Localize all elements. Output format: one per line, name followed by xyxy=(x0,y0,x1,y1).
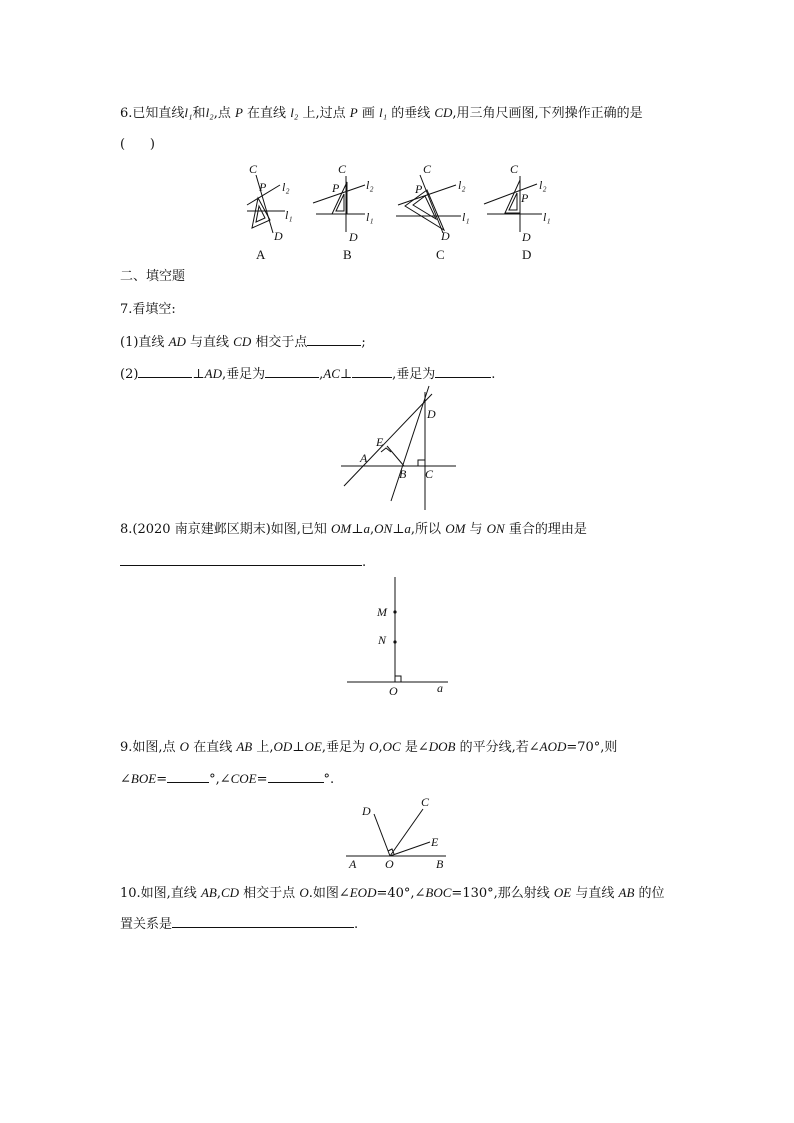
q9-text: ,垂足为 xyxy=(321,740,370,755)
var-l2: l₂ xyxy=(290,105,299,120)
var-a: a xyxy=(404,521,411,536)
q10-text: 的位 xyxy=(634,886,665,901)
var-l1: l₁ xyxy=(184,105,193,120)
q7-part1 xyxy=(120,333,366,352)
var-o: O xyxy=(299,885,309,900)
q7-text: (1)直线 xyxy=(120,335,169,350)
answer-paren: ( ) xyxy=(120,137,155,152)
perp-symbol: ⊥ xyxy=(392,522,405,537)
q9-text: °. xyxy=(323,772,335,787)
var-ad: AD xyxy=(168,334,186,349)
label-b: B xyxy=(436,857,444,871)
q9-text: 是∠ xyxy=(400,740,429,755)
label-l1: l₁ xyxy=(366,210,374,224)
label-c: C xyxy=(338,162,347,176)
q9-text: ∠ xyxy=(120,772,131,787)
q10-text: 与直线 xyxy=(571,886,619,901)
q10-text: =40°,∠ xyxy=(376,886,426,901)
q7-text: ,垂足为 xyxy=(392,367,436,382)
var-dob: DOB xyxy=(428,739,456,754)
q6-text: 上,过点 xyxy=(298,106,350,121)
var-aod: AOD xyxy=(539,739,567,754)
q9-text: 在直线 xyxy=(189,740,237,755)
var-om: OM xyxy=(445,521,466,536)
label-c: C xyxy=(510,162,519,176)
answer-blank[interactable] xyxy=(167,770,209,783)
answer-blank[interactable] xyxy=(307,333,361,346)
label-o: O xyxy=(389,684,398,698)
var-boc: BOC xyxy=(425,885,452,900)
var-coe: COE xyxy=(230,771,257,786)
var-od: OD xyxy=(273,739,293,754)
var-ac: AC xyxy=(323,366,340,381)
q9-line2 xyxy=(120,770,334,789)
var-om: OM xyxy=(331,521,352,536)
q9-text: = xyxy=(256,772,268,787)
q9-text: °,∠ xyxy=(209,772,231,787)
label-m: M xyxy=(377,605,387,619)
q8-stem xyxy=(120,520,587,539)
q7-text: . xyxy=(491,367,496,382)
label-l2: l₂ xyxy=(282,180,290,194)
q9-text: , xyxy=(378,740,383,755)
perp-symbol: ⊥ xyxy=(192,367,205,382)
var-oe: OE xyxy=(553,885,572,900)
label-c: C xyxy=(249,162,258,176)
q7-title-text: 7.看填空: xyxy=(120,302,176,317)
label-b: B xyxy=(399,467,407,481)
figure-a xyxy=(247,175,285,233)
answer-blank[interactable] xyxy=(120,553,362,566)
label-a: A xyxy=(349,857,357,871)
label-p: P xyxy=(332,181,340,195)
var-l2: l₂ xyxy=(205,105,214,120)
q8-text: 重合的理由是 xyxy=(504,522,587,537)
point-m xyxy=(393,610,396,613)
answer-blank[interactable] xyxy=(265,365,319,378)
label-d: D xyxy=(427,407,436,421)
q6-text: ,用三角尺画图,下列操作正确的是 xyxy=(452,106,643,121)
q7-text: (2) xyxy=(120,367,139,382)
label-d: D xyxy=(441,229,450,243)
q10-stem xyxy=(120,884,665,903)
answer-blank[interactable] xyxy=(138,365,192,378)
q8-text: . xyxy=(362,555,367,570)
answer-blank[interactable] xyxy=(352,365,392,378)
option-d: D xyxy=(522,247,532,262)
q10-text: , xyxy=(216,886,221,901)
var-cd: CD xyxy=(233,334,252,349)
label-d: D xyxy=(274,229,283,243)
q6-text: ,点 xyxy=(213,106,235,121)
label-d: D xyxy=(349,230,358,244)
q7-text: , xyxy=(319,367,324,382)
option-a: A xyxy=(256,247,266,262)
q6-text: 的垂线 xyxy=(387,106,435,121)
answer-blank[interactable] xyxy=(268,770,324,783)
var-a: a xyxy=(363,521,370,536)
var-ab: AB xyxy=(618,885,635,900)
q7-text: ; xyxy=(361,335,366,350)
label-c: C xyxy=(423,162,432,176)
var-ab: AB xyxy=(200,885,217,900)
label-e: E xyxy=(431,835,439,849)
figure-b xyxy=(313,176,365,232)
var-p: P xyxy=(349,105,358,120)
section-title xyxy=(120,268,185,286)
point-n xyxy=(393,640,396,643)
var-o: O xyxy=(369,739,379,754)
answer-parentheses xyxy=(120,136,155,154)
q6-text: 6.已知直线 xyxy=(120,106,185,121)
label-d: D xyxy=(362,804,371,818)
label-p: P xyxy=(259,180,267,194)
q7-title xyxy=(120,301,176,319)
q8-text: , xyxy=(369,522,375,537)
var-ab: AB xyxy=(236,739,253,754)
perp-symbol: ⊥ xyxy=(339,367,353,382)
answer-blank[interactable] xyxy=(435,365,491,378)
var-cd: CD xyxy=(434,105,453,120)
label-n: N xyxy=(378,633,387,647)
q10-text: =130°,那么射线 xyxy=(451,886,554,901)
option-b: B xyxy=(343,247,352,262)
label-p: P xyxy=(521,191,529,205)
var-eod: EOD xyxy=(349,885,377,900)
answer-blank[interactable] xyxy=(172,915,354,928)
q10-text: .如图∠ xyxy=(308,886,350,901)
q9-text: = xyxy=(156,772,168,787)
var-boe: BOE xyxy=(130,771,157,786)
figure-d xyxy=(484,176,542,232)
label-c: C xyxy=(421,795,430,809)
label-p: P xyxy=(415,182,423,196)
var-oc: OC xyxy=(382,739,401,754)
var-oe: OE xyxy=(304,739,322,754)
label-l2: l₂ xyxy=(366,178,374,192)
var-cd: CD xyxy=(220,885,240,900)
label-a-line: a xyxy=(437,681,443,695)
section-title-text: 二、填空题 xyxy=(120,269,186,284)
q6-text: 和 xyxy=(192,106,206,121)
label-e: E xyxy=(376,435,384,449)
label-l1: l₁ xyxy=(543,210,551,224)
perp-symbol: ⊥ xyxy=(292,740,305,755)
label-o: O xyxy=(385,857,394,871)
var-p: P xyxy=(234,105,243,120)
label-l2: l₂ xyxy=(539,178,547,192)
q6-text: 画 xyxy=(357,106,379,121)
q7-text: 相交于点 xyxy=(251,335,308,350)
option-c: C xyxy=(436,247,445,262)
q8-text: 8.(2020 南京建邺区期末)如图,已知 xyxy=(120,522,332,537)
var-on: ON xyxy=(374,521,393,536)
q8-text: ,所以 xyxy=(410,522,446,537)
var-l1: l₁ xyxy=(378,105,388,120)
var-ad: AD xyxy=(204,366,222,381)
q10-text: 相交于点 xyxy=(239,886,300,901)
var-o: O xyxy=(179,739,190,754)
q8-text: 与 xyxy=(465,522,487,537)
q10-text: 10.如图,直线 xyxy=(120,886,201,901)
q6-stem xyxy=(120,104,643,123)
q7-text: ,垂足为 xyxy=(222,367,266,382)
q9-text: 9.如图,点 xyxy=(120,740,180,755)
q7-part2 xyxy=(120,365,495,384)
q9-text: =70°,则 xyxy=(566,740,618,755)
figure-c xyxy=(396,175,461,233)
q6-text: 在直线 xyxy=(242,106,291,121)
label-a: A xyxy=(360,451,368,465)
label-l2: l₂ xyxy=(458,178,466,192)
label-l1: l₁ xyxy=(462,210,470,224)
q9-text: 的平分线,若∠ xyxy=(455,740,540,755)
label-c: C xyxy=(425,467,434,481)
q9-stem xyxy=(120,738,617,757)
var-on: ON xyxy=(486,521,505,536)
q8-answer-line xyxy=(120,553,366,572)
perp-symbol: ⊥ xyxy=(351,522,364,537)
label-l1: l₁ xyxy=(285,208,293,222)
q9-text: 上, xyxy=(252,740,274,755)
q10-text: . xyxy=(354,917,359,932)
q10-text: 置关系是 xyxy=(120,917,173,932)
label-d: D xyxy=(522,230,531,244)
q7-text: 与直线 xyxy=(185,335,234,350)
q10-line2 xyxy=(120,915,358,934)
